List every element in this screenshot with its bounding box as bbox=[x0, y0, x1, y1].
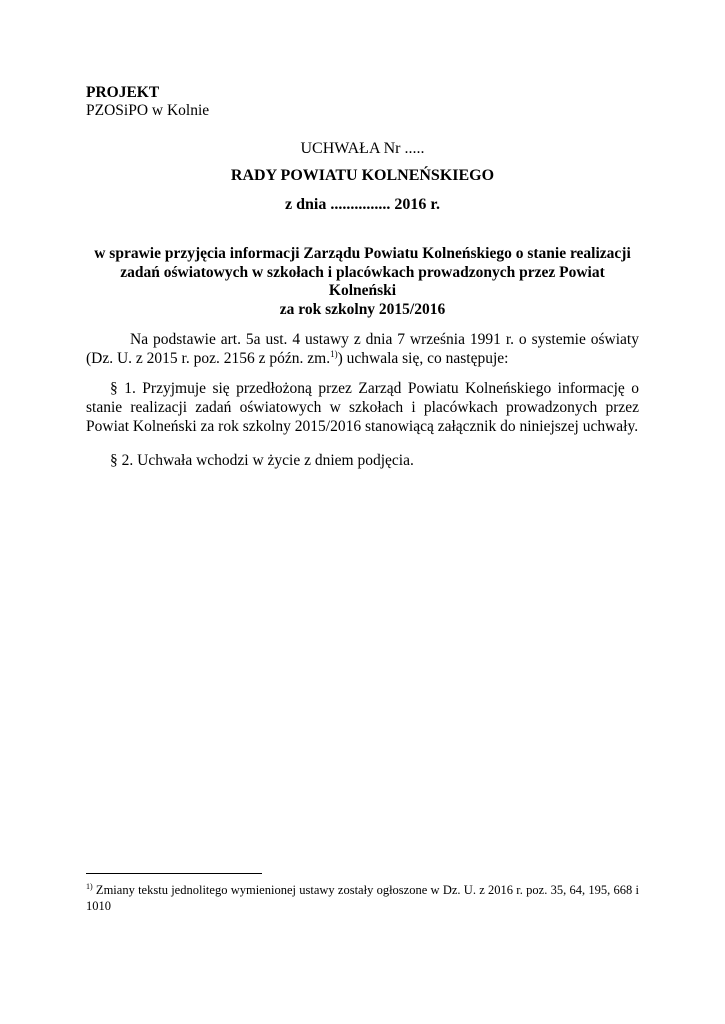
resolution-title bbox=[86, 139, 639, 215]
footnote-marker: 1) bbox=[86, 882, 93, 891]
council-name: RADY POWIATU KOLNEŃSKIEGO bbox=[230, 167, 495, 184]
preamble-paragraph bbox=[86, 330, 639, 368]
subject-line-3: za rok szkolny 2015/2016 bbox=[279, 300, 446, 318]
section-2-paragraph: § 2. Uchwała wchodzi w życie z dniem podjęcia. bbox=[110, 452, 414, 469]
preamble-text-end: ) uchwala się, co następuje: bbox=[337, 350, 509, 367]
section-1-paragraph: § 1. Przyjmuje się przedłożoną przez Zarząd Powiatu Kolneńskiego informację o stanie realizacji zadań oświatowych w szkołach i placówkach prowadzonych przez Powiat Kolneński za rok szkolny 2015/2016 stanowiącą załącznik do niniejszej uchwały. bbox=[86, 380, 639, 435]
project-label: PROJEKT bbox=[86, 84, 160, 101]
resolution-date: z dnia ............... 2016 r. bbox=[285, 196, 440, 213]
resolution-number: UCHWAŁA Nr ..... bbox=[300, 140, 425, 157]
subject-line-2: zadań oświatowych w szkołach i placówkach prowadzonych przez Powiat Kolneński bbox=[120, 263, 605, 299]
footnote bbox=[86, 882, 639, 914]
office-label: PZOSiPO w Kolnie bbox=[86, 102, 210, 119]
preamble-text-start: Na podstawie art. 5a ust. 4 ustawy z dnia 7 września 1991 r. o systemie oświaty (Dz. U. z 2015 r. poz. 2156 z późn. zm. bbox=[86, 331, 639, 367]
footnote-reference: 1) bbox=[330, 349, 338, 359]
resolution-subject bbox=[86, 245, 639, 319]
document-header bbox=[86, 84, 209, 120]
footnote-divider bbox=[86, 873, 262, 874]
subject-line-1: w sprawie przyjęcia informacji Zarządu Powiatu Kolneńskiego o stanie realizacji bbox=[94, 245, 631, 262]
footnote-text: Zmiany tekstu jednolitego wymienionej ustawy zostały ogłoszone w Dz. U. z 2016 r. poz. 35, 64, 195, 668 i 1010 bbox=[86, 883, 639, 913]
